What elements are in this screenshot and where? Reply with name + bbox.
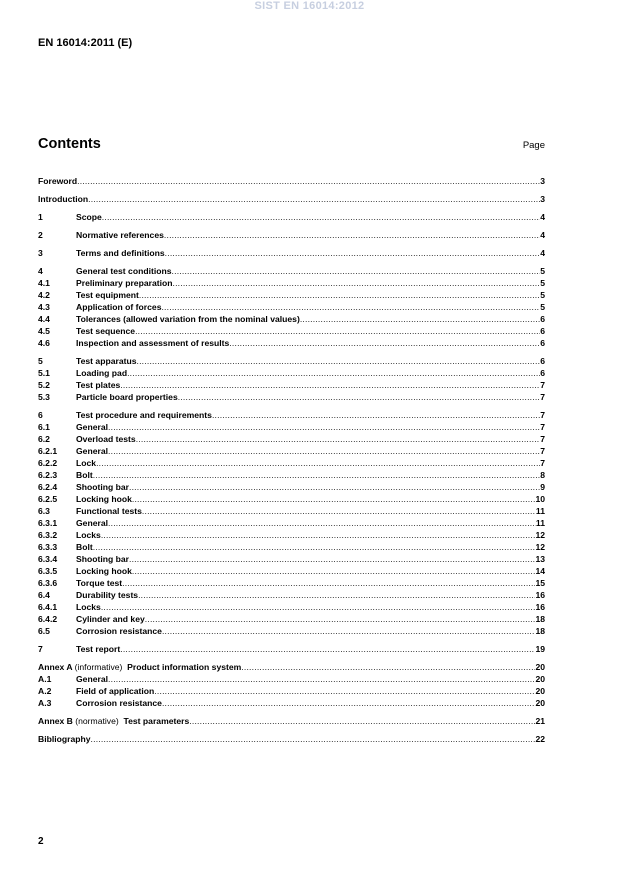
toc-dot-leader: [138, 589, 535, 601]
toc-entry-number: 5.3: [38, 392, 50, 402]
toc-entry-number: 6.3.3: [38, 542, 58, 552]
toc-entry[interactable]: [38, 493, 545, 505]
toc-entry[interactable]: [38, 673, 545, 685]
toc-entry-page: 20: [535, 686, 545, 696]
toc-entry[interactable]: [38, 505, 545, 517]
toc-entry-page: 22: [535, 734, 545, 744]
toc-entry[interactable]: [38, 337, 545, 349]
toc-entry-page: 11: [535, 518, 545, 528]
toc-entry-title: Normative references: [76, 230, 164, 240]
toc-entry-title: Shooting bar: [76, 554, 129, 564]
toc-entry[interactable]: [38, 391, 545, 403]
toc-dot-leader: [102, 211, 540, 223]
toc-entry-number: 6.3.2: [38, 530, 58, 540]
toc-dot-leader: [139, 289, 540, 301]
toc-dot-leader: [137, 355, 541, 367]
toc-dot-leader: [108, 517, 536, 529]
toc-entry[interactable]: [38, 175, 545, 187]
toc-entry-number: 4.4: [38, 314, 50, 324]
toc-dot-leader: [129, 481, 540, 493]
toc-entry-number: 5: [38, 356, 43, 366]
toc-entry[interactable]: [38, 625, 545, 637]
toc-entry[interactable]: [38, 409, 545, 421]
toc-entry-number: 6.3: [38, 506, 50, 516]
toc-dot-leader: [178, 391, 540, 403]
toc-entry-title: Bolt: [76, 542, 93, 552]
toc-entry-page: 5: [540, 266, 545, 276]
toc-entry-page: 8: [540, 470, 545, 480]
toc-entry-title: Scope: [76, 212, 102, 222]
toc-dot-leader: [172, 265, 541, 277]
toc-dot-leader: [122, 577, 535, 589]
toc-entry-number: 4: [38, 266, 43, 276]
toc-entry-number: 6.2.5: [38, 494, 58, 504]
toc-entry[interactable]: [38, 421, 545, 433]
toc-entry[interactable]: [38, 301, 545, 313]
document-id: EN 16014:2011 (E): [38, 37, 133, 49]
toc-entry-title: Test equipment: [76, 290, 139, 300]
toc-dot-leader: [136, 433, 541, 445]
toc-entry-title: General: [76, 674, 109, 684]
toc-entry-page: 16: [535, 602, 545, 612]
toc-entry[interactable]: [38, 643, 545, 655]
toc-entry-page: 4: [540, 230, 545, 240]
toc-dot-leader: [164, 229, 540, 241]
toc-entry[interactable]: [38, 565, 545, 577]
toc-dot-leader: [241, 661, 535, 673]
toc-entry[interactable]: [38, 685, 545, 697]
toc-entry-number: 1: [38, 212, 43, 222]
toc-entry[interactable]: [38, 613, 545, 625]
toc-dot-leader: [154, 685, 535, 697]
toc-entry-title: Overload tests: [76, 434, 136, 444]
toc-entry-title: Introduction: [38, 194, 89, 204]
toc-entry[interactable]: [38, 265, 545, 277]
toc-entry-page: 15: [535, 578, 545, 588]
toc-entry-number: 6.5: [38, 626, 50, 636]
toc-dot-leader: [229, 337, 540, 349]
toc-entry-title: Loading pad: [76, 368, 128, 378]
toc-entry-title: Test report: [76, 644, 121, 654]
toc-entry-number: 5.2: [38, 380, 50, 390]
toc-dot-leader: [142, 505, 536, 517]
toc-dot-leader: [108, 445, 540, 457]
toc-entry-number: A.1: [38, 674, 52, 684]
toc-entry-title: General test conditions: [76, 266, 172, 276]
toc-entry-page: 16: [535, 590, 545, 600]
toc-dot-leader: [77, 175, 540, 187]
toc-entry-title: Corrosion resistance: [76, 698, 162, 708]
toc-entry-number: 4.1: [38, 278, 50, 288]
toc-entry-page: 11: [535, 506, 545, 516]
toc-entry-page: 6: [540, 356, 545, 366]
toc-entry[interactable]: [38, 601, 545, 613]
toc-entry[interactable]: [38, 715, 545, 727]
toc-annex-note: (normative): [75, 716, 119, 726]
toc-entry-title: Torque test: [76, 578, 123, 588]
toc-entry-number: 4.2: [38, 290, 50, 300]
toc-dot-leader: [127, 367, 540, 379]
toc-entry[interactable]: [38, 589, 545, 601]
contents-heading: Contents: [38, 136, 101, 152]
toc-entry-title: Corrosion resistance: [76, 626, 162, 636]
toc-entry-page: 21: [535, 716, 545, 726]
toc-entry-title: General: [76, 422, 109, 432]
toc-entry-title: Inspection and assessment of results: [76, 338, 230, 348]
toc-dot-leader: [93, 469, 541, 481]
toc-entry-page: 5: [540, 302, 545, 312]
toc-entry-number: 6.4: [38, 590, 50, 600]
toc-annex-label: Annex B: [38, 716, 73, 726]
toc-entry-title: Lock: [76, 458, 97, 468]
toc-entry-page: 10: [535, 494, 545, 504]
toc-entry[interactable]: [38, 277, 545, 289]
toc-dot-leader: [120, 643, 535, 655]
toc-entry-page: 5: [540, 290, 545, 300]
toc-dot-leader: [108, 673, 535, 685]
toc-entry-page: 18: [535, 626, 545, 636]
toc-entry-title: General: [76, 518, 109, 528]
toc-dot-leader: [96, 457, 540, 469]
toc-dot-leader: [88, 193, 540, 205]
toc-entry-title: Preliminary preparation: [76, 278, 173, 288]
toc-dot-leader: [300, 313, 540, 325]
toc-entry-title: Bibliography: [38, 734, 91, 744]
toc-entry-page: 4: [540, 248, 545, 258]
toc-dot-leader: [132, 493, 536, 505]
toc-entry-page: 7: [540, 446, 545, 456]
toc-entry-number: 3: [38, 248, 43, 258]
toc-entry[interactable]: [38, 541, 545, 553]
toc-entry[interactable]: [38, 355, 545, 367]
toc-annex-title: Product information system: [127, 662, 242, 672]
toc-entry-page: 12: [535, 542, 545, 552]
toc-entry-number: 6.2.4: [38, 482, 58, 492]
toc-dot-leader: [162, 697, 535, 709]
toc-entry-number: A.3: [38, 698, 52, 708]
toc-dot-leader: [132, 565, 536, 577]
toc-entry-page: 14: [535, 566, 545, 576]
toc-entry-title: [38, 715, 189, 727]
toc-entry-number: A.2: [38, 686, 52, 696]
toc-entry[interactable]: [38, 313, 545, 325]
toc-entry-title: Locks: [76, 602, 101, 612]
toc-entry[interactable]: [38, 367, 545, 379]
toc-dot-leader: [172, 277, 540, 289]
toc-entry[interactable]: [38, 469, 545, 481]
toc-entry[interactable]: [38, 457, 545, 469]
toc-entry[interactable]: [38, 697, 545, 709]
toc-entry[interactable]: [38, 247, 545, 259]
toc-entry[interactable]: [38, 481, 545, 493]
toc-entry[interactable]: [38, 379, 545, 391]
table-of-contents: [38, 175, 545, 745]
toc-entry-title: Cylinder and key: [76, 614, 145, 624]
toc-entry-title: Foreword: [38, 176, 78, 186]
toc-dot-leader: [165, 247, 541, 259]
toc-entry-title: Test plates: [76, 380, 121, 390]
toc-entry-title: Functional tests: [76, 506, 142, 516]
page-number: 2: [38, 836, 44, 847]
toc-entry-page: 7: [540, 380, 545, 390]
toc-entry[interactable]: [38, 211, 545, 223]
toc-entry-page: 5: [540, 278, 545, 288]
toc-dot-leader: [162, 625, 535, 637]
toc-dot-leader: [189, 715, 535, 727]
page-column-label: Page: [522, 140, 545, 151]
toc-entry-number: 6.3.5: [38, 566, 58, 576]
toc-entry-number: 7: [38, 644, 43, 654]
toc-entry-page: 12: [535, 530, 545, 540]
toc-entry-title: Tolerances (allowed variation from the nominal values): [76, 314, 300, 324]
toc-entry-page: 20: [535, 674, 545, 684]
toc-entry-page: 19: [535, 644, 545, 654]
toc-entry-number: 6.2.1: [38, 446, 58, 456]
toc-entry-page: 3: [540, 176, 545, 186]
toc-dot-leader: [212, 409, 540, 421]
toc-entry-number: 6.1: [38, 422, 50, 432]
toc-entry-page: 7: [540, 410, 545, 420]
toc-dot-leader: [93, 541, 536, 553]
toc-entry[interactable]: [38, 445, 545, 457]
toc-entry-title: Test sequence: [76, 326, 136, 336]
toc-entry-page: 6: [540, 338, 545, 348]
toc-dot-leader: [161, 301, 540, 313]
toc-entry-number: 6.2.3: [38, 470, 58, 480]
toc-dot-leader: [108, 421, 540, 433]
toc-entry-number: 6.2: [38, 434, 50, 444]
toc-entry-page: 6: [540, 326, 545, 336]
toc-entry-page: 4: [540, 212, 545, 222]
toc-entry[interactable]: [38, 289, 545, 301]
toc-entry-title: Particle board properties: [76, 392, 178, 402]
toc-entry-title: [38, 661, 241, 673]
toc-entry-page: 6: [540, 314, 545, 324]
toc-entry-number: 5.1: [38, 368, 50, 378]
toc-dot-leader: [135, 325, 540, 337]
toc-entry-title: Field of application: [76, 686, 155, 696]
toc-dot-leader: [129, 553, 535, 565]
toc-entry[interactable]: [38, 733, 545, 745]
toc-annex-note: (informative): [74, 662, 123, 672]
toc-annex-title: Test parameters: [123, 716, 190, 726]
toc-entry-title: Shooting bar: [76, 482, 129, 492]
toc-entry-title: Durability tests: [76, 590, 139, 600]
toc-dot-leader: [91, 733, 536, 745]
toc-dot-leader: [101, 529, 536, 541]
toc-entry-number: 2: [38, 230, 43, 240]
toc-entry-title: Locking hook: [76, 494, 132, 504]
toc-entry-title: General: [76, 446, 109, 456]
toc-entry-page: 18: [535, 614, 545, 624]
toc-entry-page: 20: [535, 698, 545, 708]
toc-entry-number: 4.3: [38, 302, 50, 312]
toc-entry-page: 7: [540, 458, 545, 468]
toc-entry-page: 3: [540, 194, 545, 204]
toc-entry-number: 4.5: [38, 326, 50, 336]
toc-entry[interactable]: [38, 325, 545, 337]
toc-entry-page: 9: [540, 482, 545, 492]
toc-dot-leader: [101, 601, 536, 613]
toc-entry-page: 13: [535, 554, 545, 564]
toc-entry-title: Bolt: [76, 470, 93, 480]
toc-annex-label: Annex A: [38, 662, 73, 672]
toc-entry-page: 6: [540, 368, 545, 378]
toc-entry[interactable]: [38, 193, 545, 205]
toc-entry[interactable]: [38, 661, 545, 673]
toc-entry[interactable]: [38, 229, 545, 241]
toc-entry-page: 7: [540, 422, 545, 432]
toc-entry-title: Locks: [76, 530, 101, 540]
toc-entry-number: 4.6: [38, 338, 50, 348]
toc-dot-leader: [145, 613, 536, 625]
toc-entry-page: 20: [535, 662, 545, 672]
toc-entry-title: Application of forces: [76, 302, 162, 312]
toc-entry[interactable]: [38, 553, 545, 565]
toc-entry-title: Locking hook: [76, 566, 132, 576]
toc-entry-number: 6: [38, 410, 43, 420]
toc-entry-title: Test procedure and requirements: [76, 410, 212, 420]
toc-entry-title: Terms and definitions: [76, 248, 165, 258]
toc-entry-number: 6.4.1: [38, 602, 58, 612]
watermark: SIST EN 16014:2012: [254, 0, 365, 12]
toc-entry[interactable]: [38, 577, 545, 589]
toc-entry-title: Test apparatus: [76, 356, 137, 366]
toc-dot-leader: [120, 379, 540, 391]
toc-entry-number: 6.4.2: [38, 614, 58, 624]
toc-entry-number: 6.3.4: [38, 554, 58, 564]
toc-entry[interactable]: [38, 433, 545, 445]
toc-entry-page: 7: [540, 434, 545, 444]
toc-entry[interactable]: [38, 529, 545, 541]
toc-entry-page: 7: [540, 392, 545, 402]
toc-entry-number: 6.3.1: [38, 518, 58, 528]
toc-entry-number: 6.3.6: [38, 578, 58, 588]
toc-entry[interactable]: [38, 517, 545, 529]
toc-entry-number: 6.2.2: [38, 458, 58, 468]
